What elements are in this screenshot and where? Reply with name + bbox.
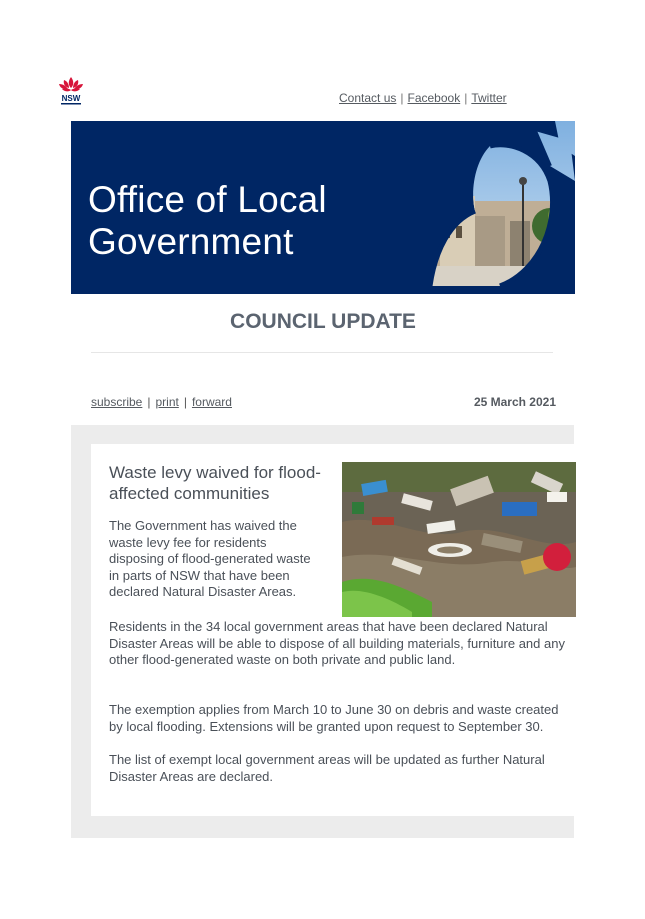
contact-us-link[interactable]: Contact us [339, 91, 397, 105]
nsw-logo-icon[interactable] [55, 75, 87, 107]
banner-title-line2: Government [88, 221, 294, 262]
header-links [339, 91, 507, 105]
forward-link[interactable]: forward [191, 395, 232, 409]
twitter-link[interactable]: Twitter [471, 91, 507, 105]
newsletter-actions [91, 395, 232, 409]
article-title[interactable]: Waste levy waived for flood-affected communities [109, 463, 321, 503]
flood-debris-photo [342, 462, 576, 617]
article-paragraph-1: The Government has waived the waste levy fee for residents disposing of flood-generated waste in parts of NSW that have been declared Natural Disaster Areas. [109, 518, 311, 599]
banner-title-line1: Office of Local [88, 179, 327, 220]
article-paragraph-3: The exemption applies from March 10 to June 30 on debris and waste created by local flooding. Extensions will be granted upon request to September 30. [109, 702, 559, 734]
streetscape-petal-graphic [430, 121, 575, 294]
banner-title [88, 179, 327, 263]
subscribe-link[interactable]: subscribe [91, 395, 143, 409]
hero-banner [71, 121, 575, 294]
facebook-link[interactable]: Facebook [407, 91, 461, 105]
link-separator: | [464, 91, 468, 105]
issue-date: 25 March 2021 [473, 395, 556, 409]
article-paragraph-2: Residents in the 34 local government areas that have been declared Natural Disaster Areas will be able to dispose of all building materials, furniture and any other flood-generated waste on both private and public land. [109, 619, 565, 667]
newsletter-heading: COUNCIL UPDATE [230, 310, 416, 333]
action-separator: | [183, 395, 187, 409]
print-link[interactable]: print [155, 395, 179, 409]
action-separator: | [147, 395, 151, 409]
svg-text:NSW: NSW [61, 94, 81, 103]
link-separator: | [400, 91, 404, 105]
article-paragraph-4: The list of exempt local government areas will be updated as further Natural Disaster Areas are declared. [109, 752, 545, 784]
divider [91, 352, 553, 353]
